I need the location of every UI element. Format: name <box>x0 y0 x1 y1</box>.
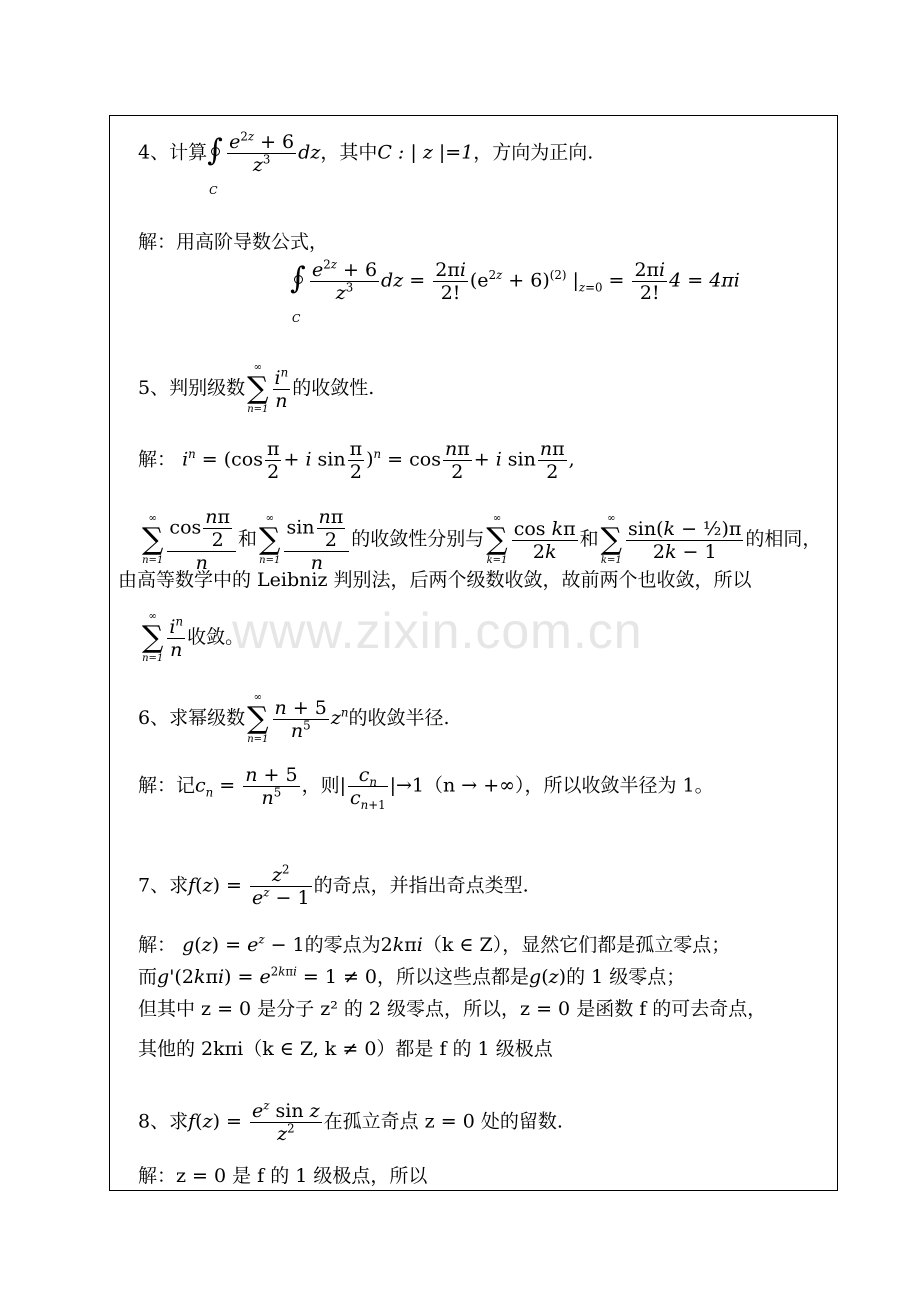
solution-5-line-3: 由高等数学中的 Leibniz 判别法，后两个级数收敛，故前两个也收敛，所以 <box>118 569 752 591</box>
problem-4-condition: C : | z |=1 <box>377 141 474 164</box>
problem-4-tail: ，其中 <box>320 141 378 164</box>
sum-sign: ∞ ∑ n=1 <box>247 362 269 415</box>
problem-7: 7、求f(z) = $\frac{z^2}{e^z - 1}$ 的奇点，并指出奇点类型. <box>138 862 529 909</box>
problem-5: 5、判别级数 ∞ ∑ n=1 $\frac{i^n}{n}$ 的收敛性. <box>138 362 375 415</box>
watermark: www.zixin.com.cn <box>232 603 643 659</box>
problem-4-tail2: ，方向为正向. <box>473 141 594 164</box>
solution-4-formula: ∫ C $\frac{e^{2z} + 6}{z^3}$ dz = $\frac{2\pi i}{2!}$ $(e^{2z} + 6)^{(2)}$ $|_{z=0}$ = $\frac{2\pi i}{2!}$ 4 = 4πi <box>290 257 740 325</box>
solution-8: 解：z = 0 是 f 的 1 级极点，所以 <box>138 1165 428 1187</box>
fraction: $\frac{e^{2z} + 6}{z^3}$ <box>229 129 295 176</box>
solution-6: 解：记$c_n$ = $\frac{n + 5}{n^5}$ ，则| $\frac{c_n}{c_{n+1}}$ |→1（n → +∞），所以收敛半径为 1。 <box>138 764 714 812</box>
contour-integral-sign: ∫ C <box>290 260 306 325</box>
solution-7-line-2: 而$g'(2k\pi i) = e^{2k\pi i} = 1 \ne 0$，所以这些点都是g(z)的 1 级零点； <box>138 964 686 988</box>
problem-4: 4、计算 ∫ C $\frac{e^{2z} + 6}{z^3}$ dz，其中C : | z |=1，方向为正向. <box>138 129 594 197</box>
solution-5-line-2: ∞ ∑ n=1 cos $\frac{n\pi}{2}$ n 和 ∞ ∑ n=1 sin $\frac{n\pi}{2}$ n 的收敛性分别与 ∞ ∑ k=1 $\frac{\text{cos kπ}}{2k}$ 和 ∞ ∑ k=1 $\frac{\text{sin(k − ½)π}}{2k - 1}$ 的相同， <box>142 506 822 574</box>
problem-4-number: 4、 <box>138 141 170 164</box>
solution-5-line-1: 解： $i^n = (\cos$ $\frac{\pi}{2}$ + i sin $\frac{\pi}{2}$ )$^n$ = cos $\frac{n\pi}{2}$ + i sin $\frac{n\pi}{2}$ , <box>138 438 575 483</box>
solution-5-line-4: ∞ ∑ n=1 $\frac{i^n}{n}$ 收敛。 <box>142 611 245 664</box>
solution-4-label: 解：用高阶导数公式， <box>138 231 329 253</box>
problem-6: 6、求幂级数 ∞ ∑ n=1 $\frac{n + 5}{n^5}$ $z^n$的收敛半径. <box>138 692 450 745</box>
problem-8: 8、求f(z) = $\frac{e^z \sin z}{z^2}$ 在孤立奇点 z = 0 处的留数. <box>138 1098 563 1145</box>
problem-4-verb: 计算 <box>169 141 208 164</box>
solution-7-line-4: 其他的 2kπi（k ∈ Z, k ≠ 0）都是 f 的 1 级极点 <box>138 1038 553 1060</box>
contour-integral-sign: ∫ C <box>207 132 223 197</box>
solution-7-line-3: 但其中 z = 0 是分子 z² 的 2 级零点，所以，z = 0 是函数 f 的可去奇点， <box>138 998 767 1020</box>
solution-7-line-1: 解： $g(z) = e^z - 1$的零点为2kπi（k ∈ Z），显然它们都是孤立零点； <box>138 932 731 956</box>
